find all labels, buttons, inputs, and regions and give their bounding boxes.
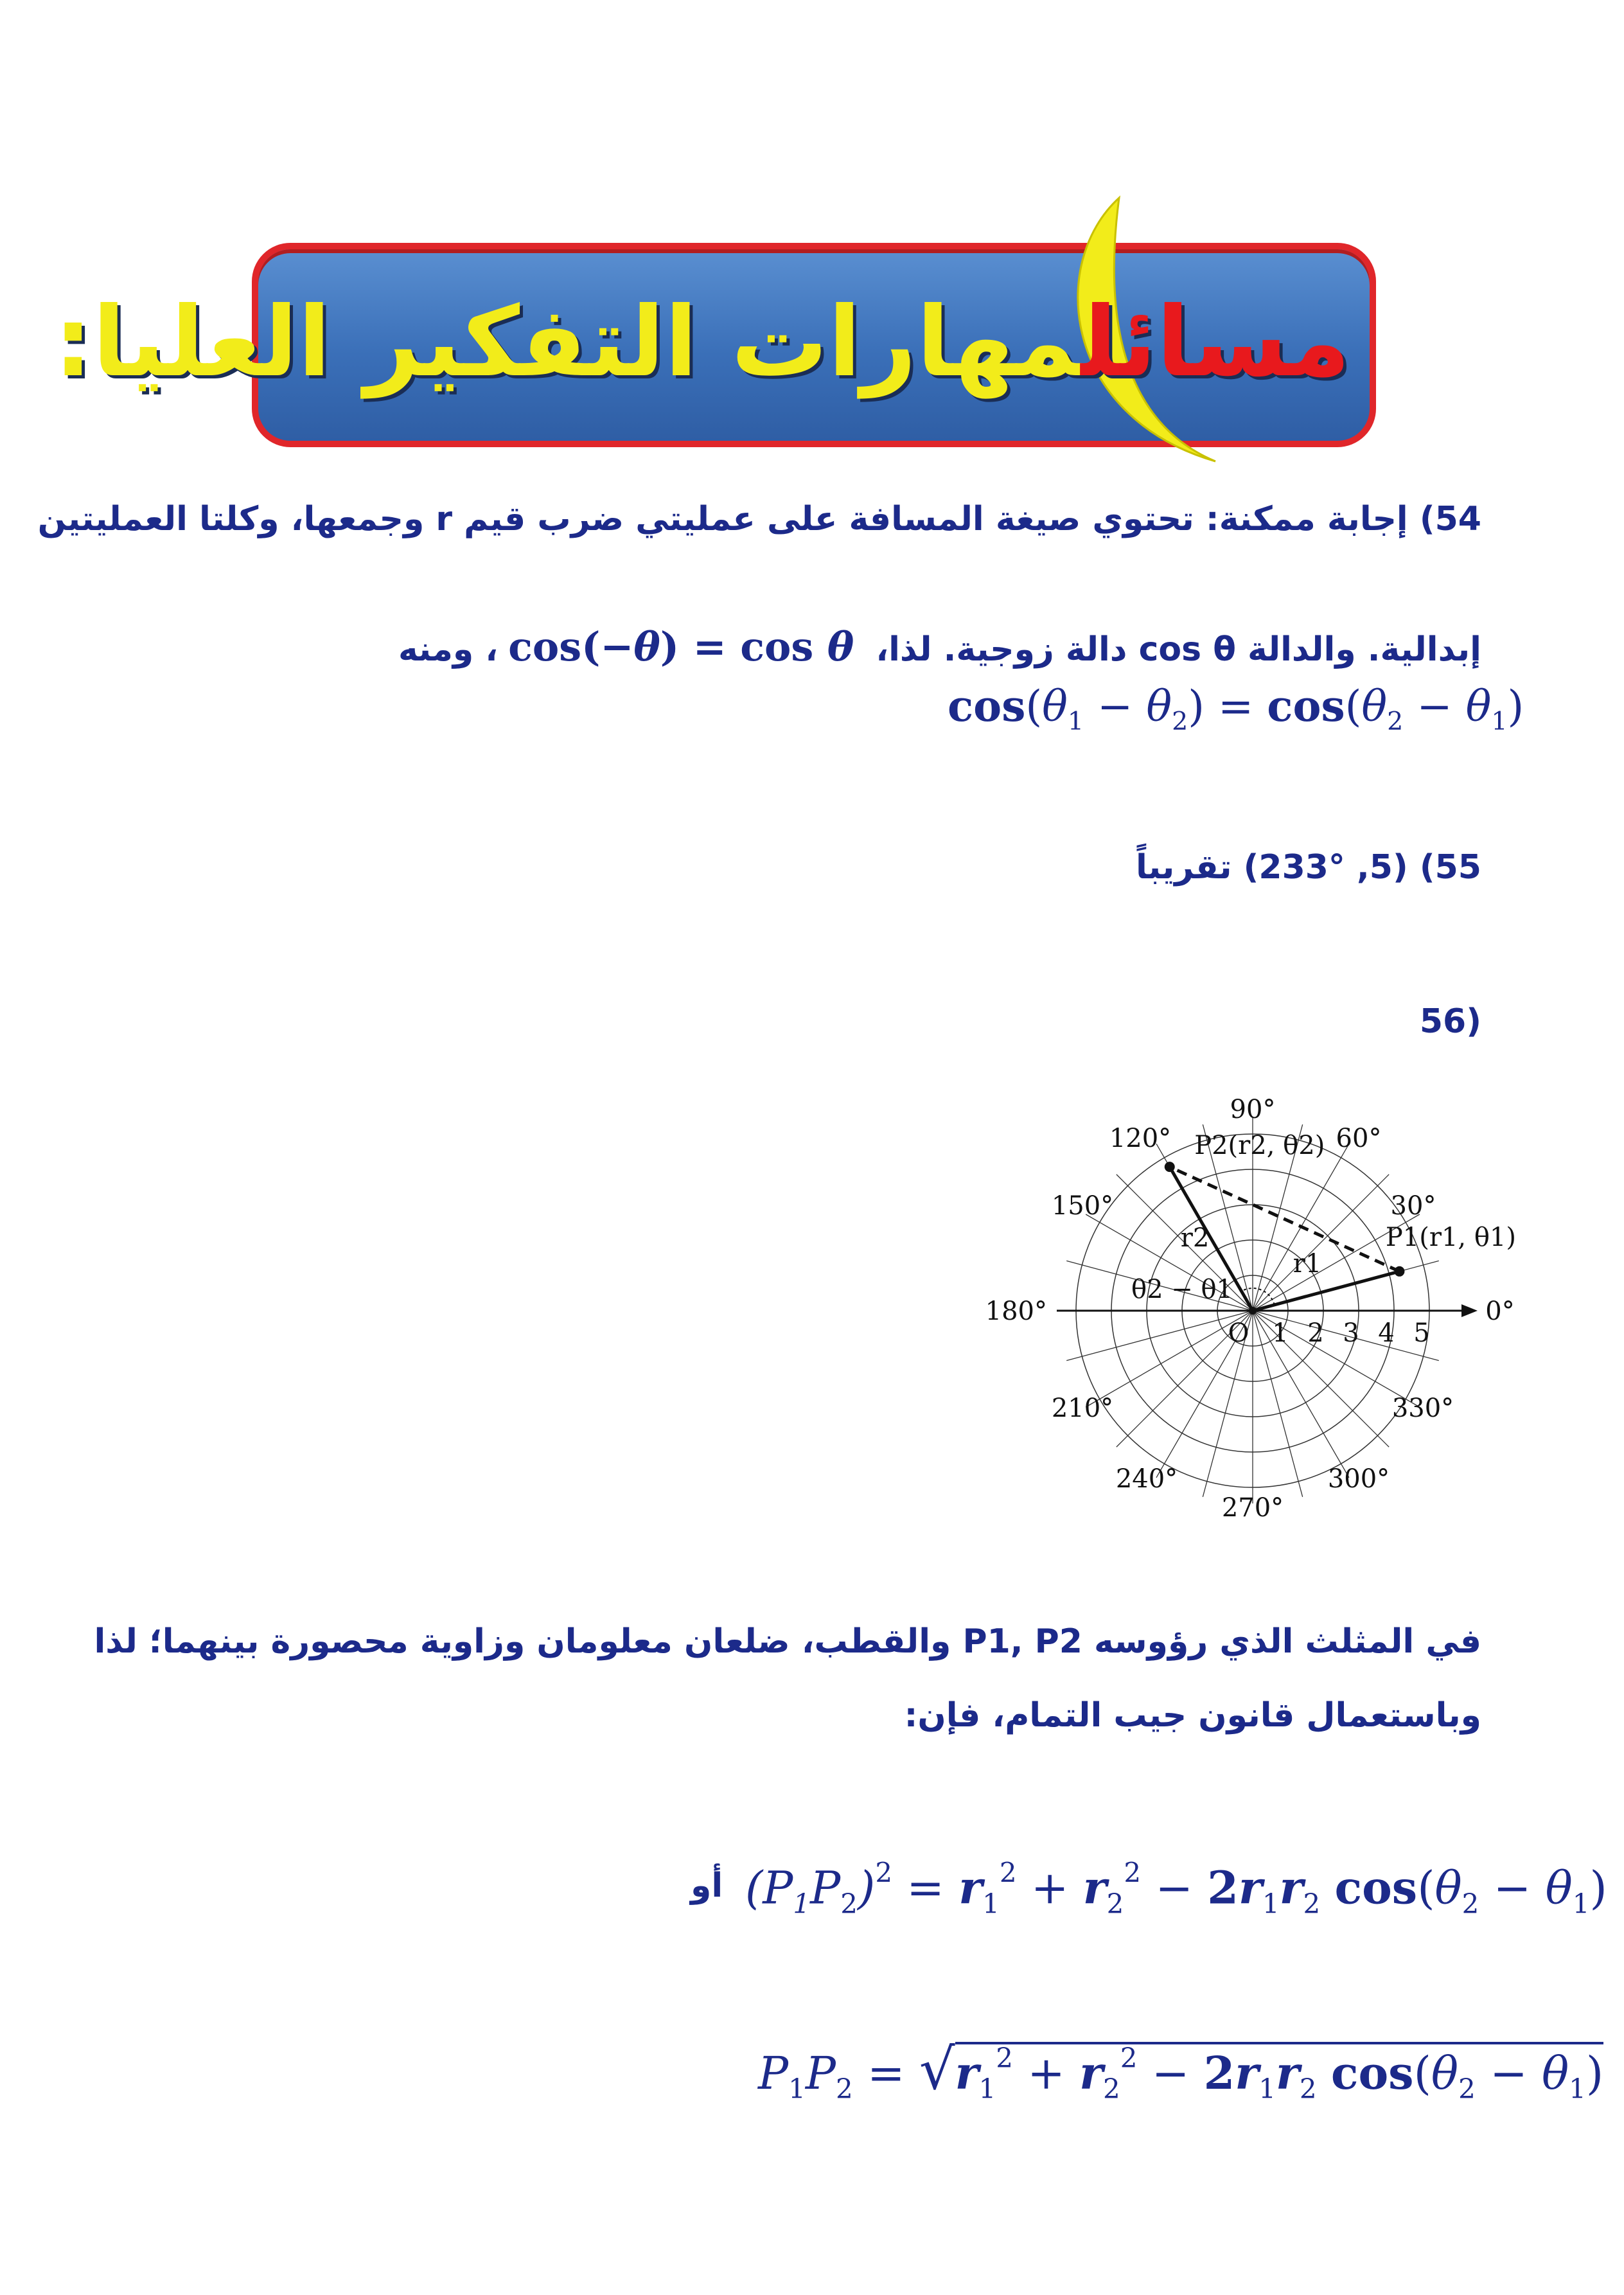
angle-label: 210° (1051, 1394, 1114, 1423)
p1-label: P1(r1, θ1) (1385, 1222, 1516, 1252)
polar-ray (1066, 1311, 1253, 1361)
axis-arrow-icon (1461, 1304, 1478, 1317)
p2-point (1165, 1162, 1175, 1172)
angle-label: 30° (1390, 1191, 1436, 1221)
eq-cosine-law: $(P_1P_2)^2 = r_1^2 + r_2^2 - 2r_1r_2$ $\cos(\theta_2 - \theta_1)$ (745, 1857, 1607, 1920)
banner-title (54, 269, 1350, 416)
section-banner (53, 243, 1376, 455)
q56-label: (56 (1419, 1002, 1481, 1041)
or-word: أو (691, 1866, 723, 1905)
radial-label: 1 (1272, 1318, 1289, 1348)
polar-ray (1253, 1311, 1349, 1478)
p2-label: P2(r2, θ2) (1194, 1131, 1325, 1161)
q54-line2-end: ، ومنه (398, 630, 499, 669)
angle-label: 60° (1336, 1124, 1382, 1153)
angle-label: 150° (1051, 1191, 1114, 1221)
radial-label: 3 (1343, 1318, 1359, 1348)
angle-label: 180° (985, 1297, 1047, 1326)
polar-grid (1057, 1118, 1478, 1503)
polar-diagram (985, 1079, 1516, 1542)
p1-point (1394, 1266, 1404, 1277)
banner-title-yellow: مهارات التفكير العليا: (53, 287, 1081, 398)
angle-label: 240° (1115, 1464, 1178, 1494)
radial-label: 5 (1413, 1318, 1430, 1348)
origin-label: O (1228, 1318, 1249, 1348)
eq-cos-difference: $\cos(\theta_1 - \theta_2) = \cos(\theta_2 - \theta_1)$ (948, 681, 1524, 736)
radial-label: 2 (1307, 1318, 1324, 1348)
q56-para-line2: وباستعمال قانون جيب التمام، فإن: (904, 1696, 1481, 1735)
eq-distance: $P_1P_2 = √r_1^2 + r_2^2 - 2r_1r_2$ $\cos(\theta_2 - \theta_1)$ (758, 2037, 1604, 2105)
angle-diff-label: θ2 − θ1 (1131, 1275, 1233, 1304)
origin-point (1249, 1307, 1257, 1315)
angle-label: 270° (1221, 1493, 1284, 1523)
angle-label: 120° (1109, 1124, 1172, 1153)
q54-line2 (132, 623, 1481, 670)
q56-para-line1: في المثلث الذي رؤوسه P1, P2 والقطب، ضلعان معلومان وزاوية محصورة بينهما؛ لذا (94, 1622, 1481, 1661)
angle-label: 90° (1230, 1095, 1276, 1124)
eq-cos-even: cos(−θ) = cos θ (508, 623, 854, 670)
q54-line2-text: إبدالية. والدالة cos θ دالة زوجية. لذا، (876, 630, 1481, 669)
q55-text: 55) (5, 233°) تقريباً (1135, 848, 1481, 887)
banner-title-red: مسائل (1081, 287, 1350, 398)
angle-label: 300° (1327, 1464, 1390, 1494)
angle-label: 0° (1485, 1297, 1515, 1326)
r1-label: r1 (1293, 1249, 1322, 1279)
r2-label: r2 (1180, 1223, 1210, 1253)
radial-label: 4 (1378, 1318, 1395, 1348)
angle-label: 330° (1391, 1394, 1454, 1423)
q54-line1: 54) إجابة ممكنة: تحتوي صيغة المسافة على عمليتي ضرب قيم r وجمعها، وكلتا العمليتين (37, 500, 1481, 538)
